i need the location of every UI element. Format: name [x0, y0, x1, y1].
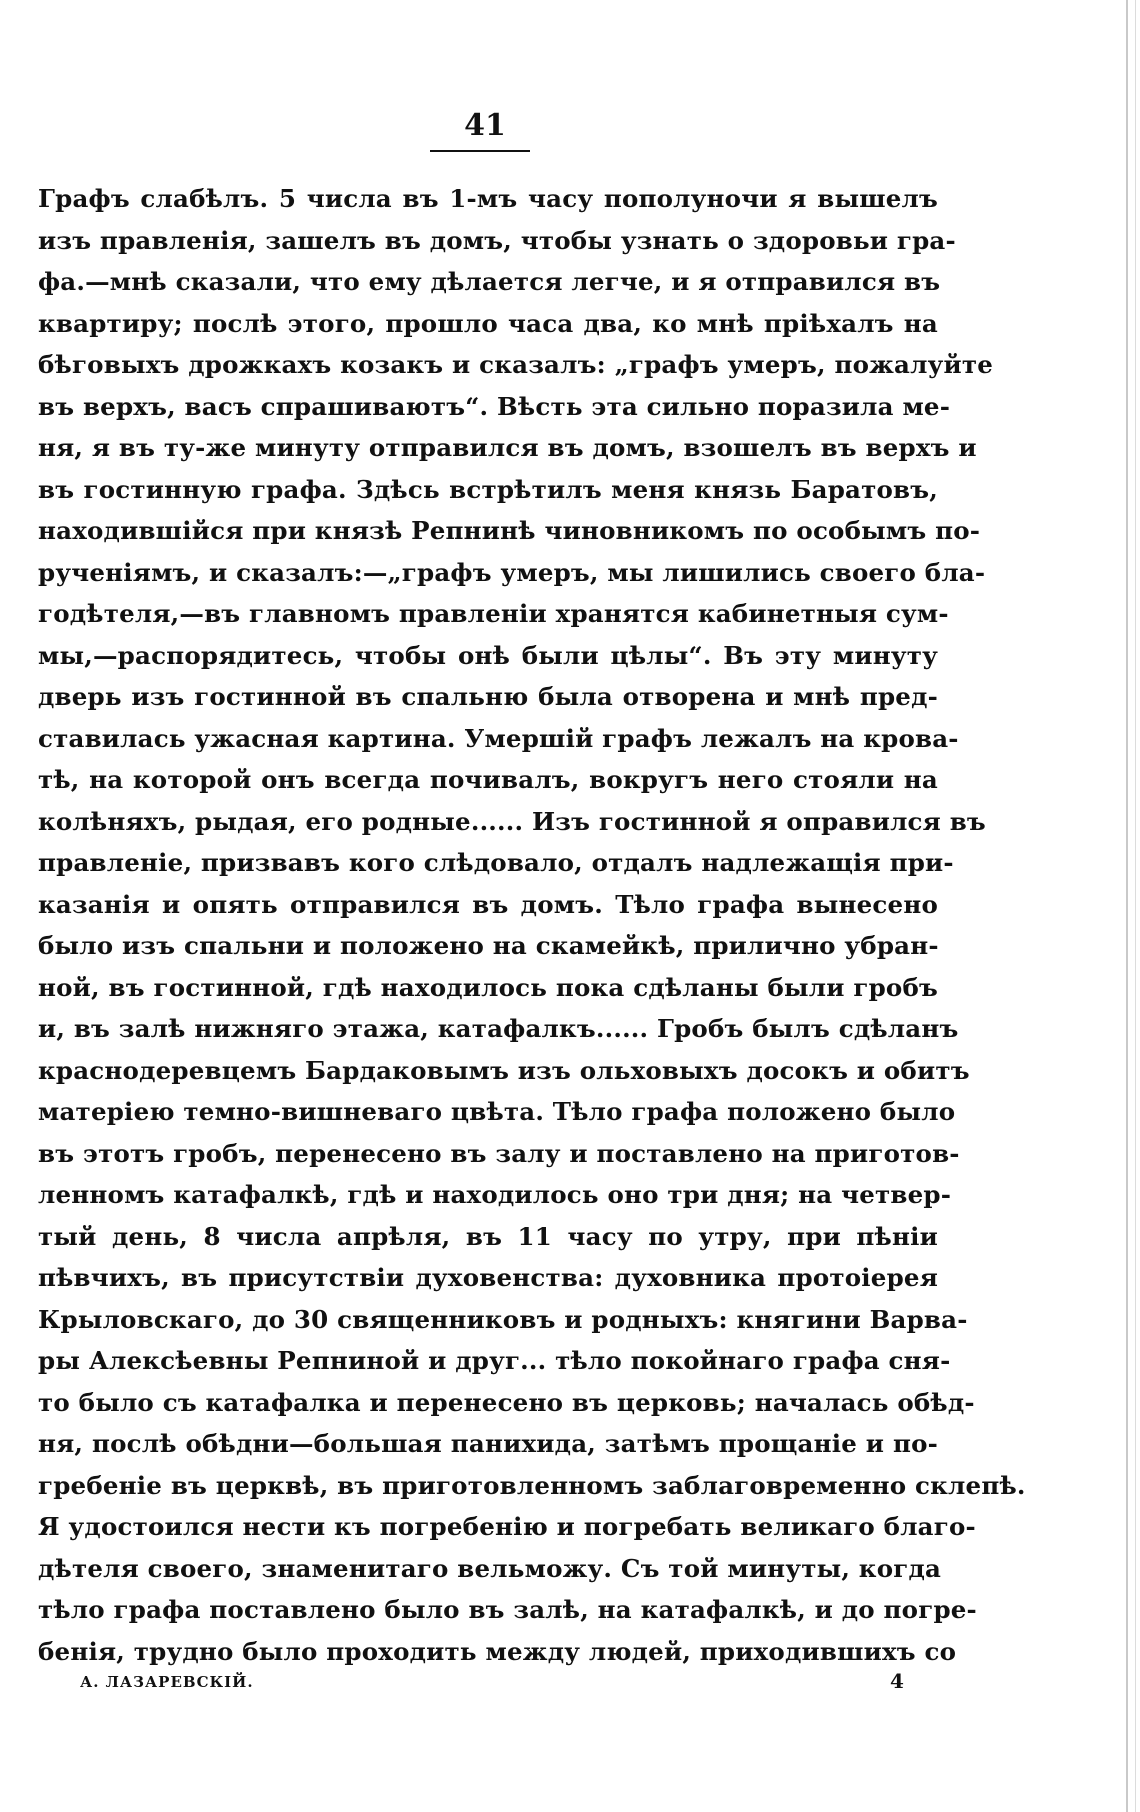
text-line: изъ правленія, зашелъ въ домъ, чтобы узнать о здоровьи гра-	[38, 225, 956, 255]
text-line: ры Алексѣевны Репниной и друг... тѣло покойнаго графа сня-	[38, 1346, 951, 1375]
text-line: бенія, трудно было проходить между людей, приходившихъ со	[38, 1636, 957, 1666]
text-line: находившійся при князѣ Репнинѣ чиновникомъ по особымъ по-	[38, 516, 981, 545]
text-line: тый день, 8 числа апрѣля, въ 11 часу по утру, при пѣніи	[38, 1221, 938, 1251]
text-line: ной, въ гостинной, гдѣ находилось пока сдѣланы были гробъ	[38, 972, 938, 1002]
text-line: ня, послѣ обѣдни—большая панихида, затѣмъ прощаніе и по-	[38, 1429, 938, 1458]
text-line: дверь изъ гостинной въ спальню была отворена и мнѣ пред-	[38, 682, 938, 711]
page-footer	[38, 1669, 938, 1703]
scan-edge-line-secondary	[1135, 0, 1136, 1812]
text-line: было изъ спальни и положено на скамейкѣ, прилично убран-	[38, 931, 939, 960]
text-line: въ верхъ, васъ спрашиваютъ“. Вѣсть эта сильно поразила ме-	[38, 391, 951, 421]
body-text	[38, 178, 1026, 1672]
footer-signature: А. ЛАЗАРЕВСКІЙ.	[80, 1673, 254, 1691]
text-line: Крыловскаго, до 30 священниковъ и родныхъ: княгини Варва-	[38, 1304, 968, 1334]
text-line: Я удостоился нести къ погребенію и погребать великаго благо-	[38, 1512, 976, 1541]
text-line: въ этотъ гробъ, перенесено въ залу и поставлено на приготов-	[38, 1138, 960, 1168]
footer-sheet-number: 4	[890, 1669, 905, 1693]
text-line: тѣ, на которой онъ всегда почивалъ, вокругъ него стояли на	[38, 765, 938, 794]
text-line: рученіямъ, и сказалъ:—„графъ умеръ, мы лишились своего бла-	[38, 557, 986, 587]
text-line: матеріею темно-вишневаго цвѣта. Тѣло графа положено было	[38, 1097, 956, 1126]
text-line: гребеніе въ церквѣ, въ приготовленномъ заблаговременно склепѣ.	[38, 1470, 1026, 1500]
text-line: пѣвчихъ, въ присутствіи духовенства: духовника протоіерея	[38, 1263, 938, 1292]
text-line: Графъ слабѣлъ. 5 числа въ 1-мъ часу пополуночи я вышелъ	[38, 184, 938, 213]
text-line: бѣговыхъ дрожкахъ козакъ и сказалъ: „графъ умеръ, пожалуйте	[38, 350, 994, 379]
text-line: фа.—мнѣ сказали, что ему дѣлается легче, и я отправился въ	[38, 267, 941, 296]
page-number: 41	[464, 108, 506, 143]
scan-edge-line	[1126, 0, 1128, 1812]
text-line: ленномъ катафалкѣ, гдѣ и находилось оно три дня; на четвер-	[38, 1180, 952, 1209]
page-number-rule	[430, 150, 530, 152]
text-line: ня, я въ ту-же минуту отправился въ домъ, взошелъ въ верхъ и	[38, 433, 977, 462]
text-line: и, въ залѣ нижняго этажа, катафалкъ...... Гробъ былъ сдѣланъ	[38, 1014, 959, 1043]
text-line: мы,—распорядитесь, чтобы онѣ были цѣлы“. Въ эту минуту	[38, 640, 938, 670]
text-line: краснодеревцемъ Бардаковымъ изъ ольховыхъ досокъ и обитъ	[38, 1055, 970, 1085]
text-line: ставилась ужасная картина. Умершій графъ лежалъ на крова-	[38, 723, 959, 753]
text-line: казанія и опять отправился въ домъ. Тѣло графа вынесено	[38, 889, 938, 919]
text-line: тѣло графа поставлено было въ залѣ, на катафалкѣ, и до погре-	[38, 1595, 977, 1624]
text-line: въ гостинную графа. Здѣсь встрѣтилъ меня князь Баратовъ,	[38, 474, 938, 504]
text-line: правленіе, призвавъ кого слѣдовало, отдалъ надлежащія при-	[38, 848, 954, 877]
text-line: колѣняхъ, рыдая, его родные...... Изъ гостинной я оправился въ	[38, 806, 986, 836]
text-line: годѣтеля,—въ главномъ правленіи хранятся кабинетныя сум-	[38, 599, 949, 628]
text-line: дѣтеля своего, знаменитаго вельможу. Съ той минуты, когда	[38, 1553, 942, 1583]
text-line: квартиру; послѣ этого, прошло часа два, ко мнѣ пріѣхалъ на	[38, 308, 938, 338]
text-line: то было съ катафалка и перенесено въ церковь; началась обѣд-	[38, 1387, 975, 1417]
